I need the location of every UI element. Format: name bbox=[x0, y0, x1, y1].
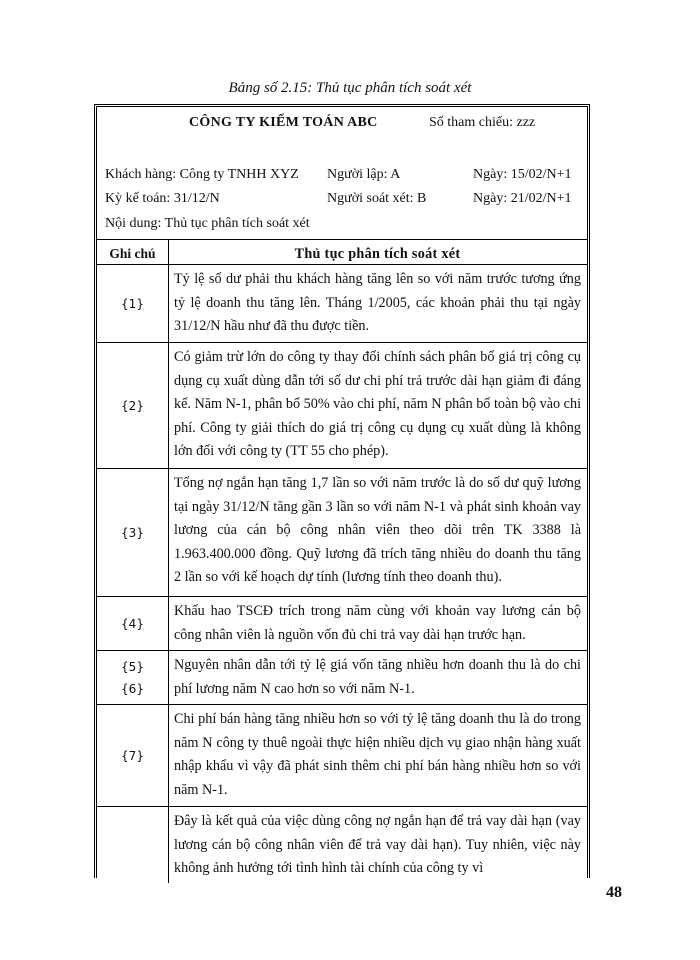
procedure-text: Có giảm trừ lớn do công ty thay đổi chính sách phân bổ giá trị công cụ dụng cụ xuất dùng dẫn tới số dư chi phí trả trước dài hạn giảm đi đáng kể. Năm N-1, phân bổ 50% vào chi phí, năm N phân bổ toàn bộ vào chi phí. Công ty giải thích do giá trị công cụ dụng cụ xuất dùng là không lớn đối với công ty (TT 55 cho phép). bbox=[174, 349, 582, 460]
accounting-period: Kỳ kế toán: 31/12/N bbox=[105, 191, 220, 206]
table-row bbox=[97, 597, 587, 651]
table-row bbox=[97, 343, 587, 469]
procedure-column-header: Thủ tục phân tích soát xét bbox=[294, 246, 461, 262]
table-header-row bbox=[97, 239, 587, 265]
procedure-table bbox=[97, 239, 587, 883]
note-cell bbox=[97, 469, 169, 596]
procedure-text: Đây là kết quả của việc dùng công nợ ngắn hạn để trả vay dài hạn (vay lương cán bộ công nhân viên để trả vay dài hạn). Tuy nhiên, việc này không ảnh hưởng tới tình hình tài chính của công ty vì bbox=[174, 813, 581, 877]
note-ref: {7} bbox=[121, 748, 144, 763]
procedure-text: Tỷ lệ số dư phải thu khách hàng tăng lên so với năm trước tương ứng tỷ lệ doanh thu tăng lên. Tháng 1/2005, các khoản phải thu tại ngày 31/12/N hầu như đã thu được tiền. bbox=[174, 271, 581, 335]
table-row bbox=[97, 651, 587, 705]
table-row bbox=[97, 807, 587, 883]
procedure-text: Chi phí bán hàng tăng nhiều hơn so với tỷ lệ tăng doanh thu là do trong năm N công ty thuê ngoài thực hiện nhiều dịch vụ giao nhận hàng xuất nhập khẩu vì vậy đã phát sinh thêm chi phí bán hàng nhiều hơn so với năm N-1. bbox=[174, 711, 581, 798]
table-row bbox=[97, 469, 587, 597]
note-cell bbox=[97, 705, 169, 806]
note-ref: {1} bbox=[121, 296, 144, 311]
client-name: Khách hàng: Công ty TNHH XYZ bbox=[105, 167, 299, 182]
date-prepared: Ngày: 15/02/N+1 bbox=[473, 167, 572, 182]
note-ref: {5} bbox=[121, 659, 144, 674]
procedure-text: Nguyên nhân dẫn tới tỷ lệ giá vốn tăng nhiều hơn doanh thu là do chi phí lương năm N cao hơn so với năm N-1. bbox=[174, 657, 581, 697]
note-cell bbox=[97, 343, 169, 468]
date-reviewed: Ngày: 21/02/N+1 bbox=[473, 191, 572, 206]
table-row bbox=[97, 705, 587, 807]
form-content: Nội dung: Thủ tục phân tích soát xét bbox=[105, 216, 310, 231]
preparer: Người lập: A bbox=[327, 167, 401, 182]
form-header bbox=[97, 107, 587, 240]
note-ref: {3} bbox=[121, 525, 144, 540]
note-cell bbox=[97, 597, 169, 650]
procedure-text: Tổng nợ ngắn hạn tăng 1,7 lần so với năm trước là do số dư quỹ lương tại ngày 31/12/N tăng gần 3 lần so với năm N-1 và phát sinh khoản vay lương của cán bộ công nhân viên theo dõi trên TK 3388 là 1.963.400.000 đồng. Quỹ lương đã trích tăng nhiều do doanh thu tăng 2 lần so với kế hoạch dự tính (lương tính theo doanh thu). bbox=[174, 475, 581, 586]
reviewer: Người soát xét: B bbox=[327, 191, 427, 206]
table-caption: Bảng số 2.15: Thủ tục phân tích soát xét bbox=[228, 80, 472, 96]
note-cell bbox=[97, 651, 169, 704]
procedure-text: Khấu hao TSCĐ trích trong năm cùng với khoản vay lương cán bộ công nhân viên là nguồn vốn đủ chi trả vay dài hạn trước hạn. bbox=[174, 603, 581, 643]
company-name: CÔNG TY KIỂM TOÁN ABC bbox=[189, 115, 378, 130]
table-row bbox=[97, 265, 587, 343]
note-ref: {2} bbox=[121, 398, 144, 413]
note-cell bbox=[97, 265, 169, 342]
reference-number: Số tham chiếu: zzz bbox=[429, 115, 536, 130]
note-ref: {4} bbox=[121, 616, 144, 631]
note-ref: {6} bbox=[121, 681, 144, 696]
note-cell bbox=[97, 807, 169, 883]
audit-form bbox=[94, 104, 590, 878]
note-column-header: Ghi chú bbox=[97, 239, 169, 264]
page-number: 48 bbox=[606, 884, 622, 901]
